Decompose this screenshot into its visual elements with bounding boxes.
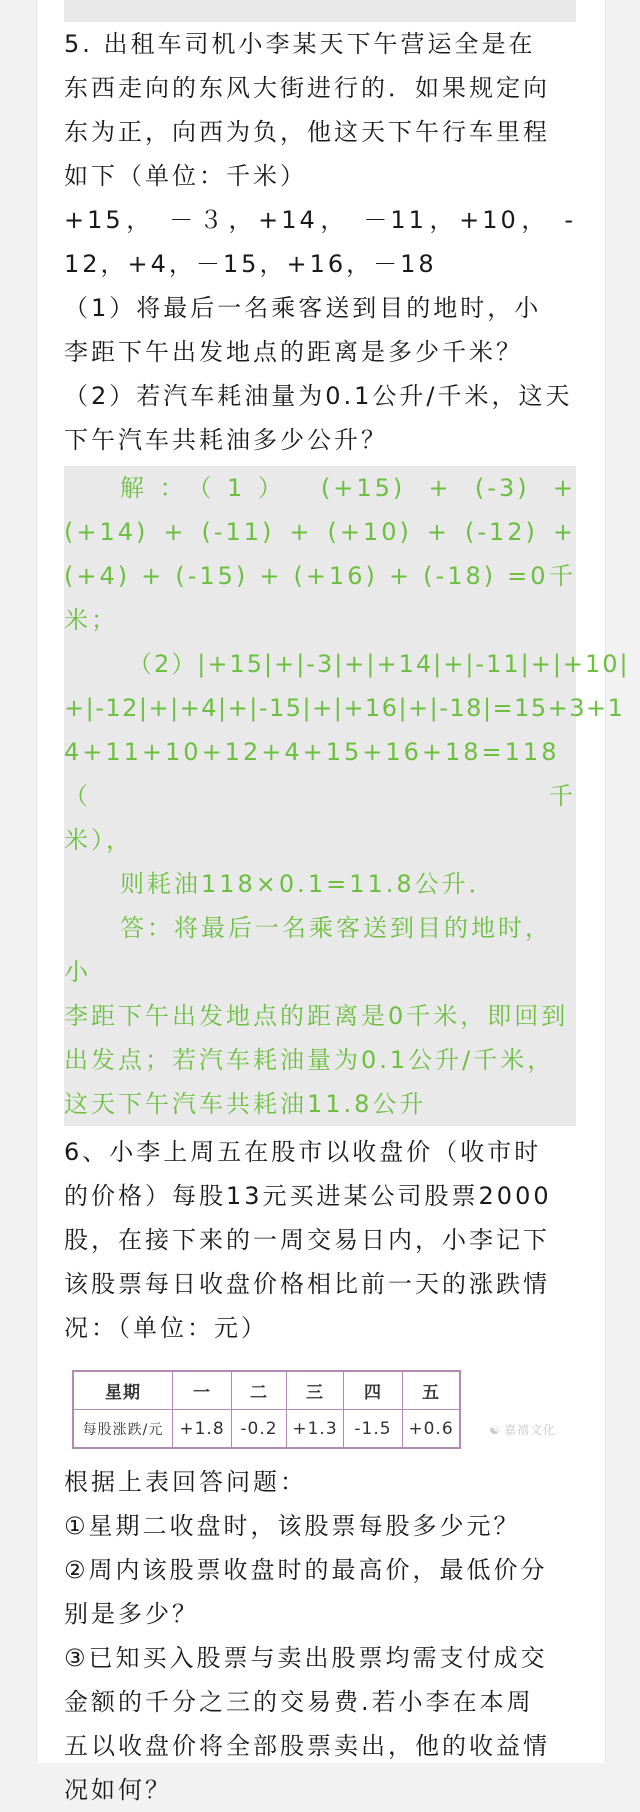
question-line: ②周内该股票收盘时的最高价，最低价分 bbox=[64, 1556, 548, 1584]
answer-line: 答：将最后一名乘客送到目的地时，小 bbox=[64, 914, 552, 986]
q5-line: 下午汽车共耗油多少公升？ bbox=[64, 426, 388, 454]
answer-block bbox=[64, 466, 630, 1126]
watermark-text: 嘉禧文化 bbox=[504, 1423, 557, 1437]
question-line: 况如何？ bbox=[64, 1776, 172, 1804]
q6-line: 6、小李上周五在股市以收盘价（收市时 bbox=[64, 1138, 542, 1166]
table-row bbox=[73, 1410, 460, 1449]
q6-line: 股，在接下来的一周交易日内，小李记下 bbox=[64, 1226, 550, 1254]
table-cell: -1.5 bbox=[344, 1410, 403, 1449]
q5-line: 12，+4，－15，+16，－18 bbox=[64, 250, 437, 278]
table-cell: -0.2 bbox=[232, 1410, 287, 1449]
answer-line: (+14) + (-11) + (+10) + (-12) + bbox=[64, 518, 576, 546]
answer-line: +|-12|+|+4|+|-15|+|+16|+|-18|=15+3+1 bbox=[64, 694, 625, 722]
question-line: 别是多少？ bbox=[64, 1600, 199, 1628]
q5-line: 5. 出租车司机小李某天下午营运全是在 bbox=[64, 30, 536, 58]
answer-line: 米； bbox=[64, 606, 118, 634]
table-header-cell: 二 bbox=[232, 1371, 287, 1410]
q5-line: （2）若汽车耗油量为0.1公升/千米，这天 bbox=[64, 382, 573, 410]
q6-line: 况：（单位：元） bbox=[64, 1314, 268, 1342]
watermark bbox=[486, 1420, 556, 1440]
table-header-row bbox=[73, 1371, 460, 1410]
question-5 bbox=[64, 22, 576, 462]
q6-line: 的价格）每股13元买进某公司股票2000 bbox=[64, 1182, 552, 1210]
table-header-cell: 三 bbox=[287, 1371, 344, 1410]
follow-up-questions bbox=[64, 1460, 576, 1812]
question-line: ①星期二收盘时，该股票每股多少元？ bbox=[64, 1512, 521, 1540]
table-cell: +1.3 bbox=[287, 1410, 344, 1449]
question-line: ③已知买入股票与卖出股票均需支付成交 bbox=[64, 1644, 548, 1672]
question-line: 金额的千分之三的交易费.若小李在本周 bbox=[64, 1688, 534, 1716]
q5-line: 东西走向的东风大街进行的．如果规定向 bbox=[64, 74, 550, 102]
stock-change-table bbox=[72, 1370, 461, 1449]
table-header-cell: 星期 bbox=[73, 1371, 173, 1410]
q5-line: 如下（单位：千米） bbox=[64, 162, 307, 190]
answer-line: 则耗油118×0.1=11.8公升． bbox=[120, 870, 496, 898]
q5-line: （1）将最后一名乘客送到目的地时，小 bbox=[64, 294, 542, 322]
question-line: 五以收盘价将全部股票卖出，他的收益情 bbox=[64, 1732, 550, 1760]
answer-line: 李距下午出发地点的距离是0千米，即回到 bbox=[64, 1002, 569, 1030]
watermark-logo-icon: ☯ bbox=[489, 1423, 501, 1437]
q5-line: 李距下午出发地点的距离是多少千米？ bbox=[64, 338, 523, 366]
q6-line: 该股票每日收盘价格相比前一天的涨跌情 bbox=[64, 1270, 550, 1298]
answer-line: 出发点；若汽车耗油量为0.1公升/千米， bbox=[64, 1046, 555, 1074]
table-cell: +1.8 bbox=[173, 1410, 232, 1449]
table-cell: +0.6 bbox=[403, 1410, 461, 1449]
questions-intro: 根据上表回答问题： bbox=[64, 1468, 307, 1496]
table-header-cell: 四 bbox=[344, 1371, 403, 1410]
q5-line: 东为正，向西为负，他这天下午行车里程 bbox=[64, 118, 550, 146]
question-6 bbox=[64, 1130, 576, 1350]
stock-table-figure bbox=[64, 1370, 576, 1460]
article-content bbox=[64, 22, 630, 1812]
table-cell: 每股涨跌/元 bbox=[73, 1410, 173, 1449]
top-gray-band bbox=[64, 0, 576, 22]
answer-line: 米）， bbox=[64, 826, 133, 854]
table-header-cell: 五 bbox=[403, 1371, 461, 1410]
answer-line: 这天下午汽车共耗油11.8公升 bbox=[64, 1090, 427, 1118]
answer-line: （2）|+15|+|-3|+|+14|+|-11|+|+10| bbox=[128, 650, 630, 678]
answer-line: 4+11+10+12+4+15+16+18=118 （ 千 bbox=[64, 738, 576, 810]
answer-line: (+4) + (-15) + (+16) + (-18) =0千 bbox=[64, 562, 576, 590]
answer-line: 解：（1） (+15) + (-3) + bbox=[120, 474, 576, 502]
q5-line: +15， －３，+14， －11，+10， - bbox=[64, 206, 576, 234]
table-header-cell: 一 bbox=[173, 1371, 232, 1410]
